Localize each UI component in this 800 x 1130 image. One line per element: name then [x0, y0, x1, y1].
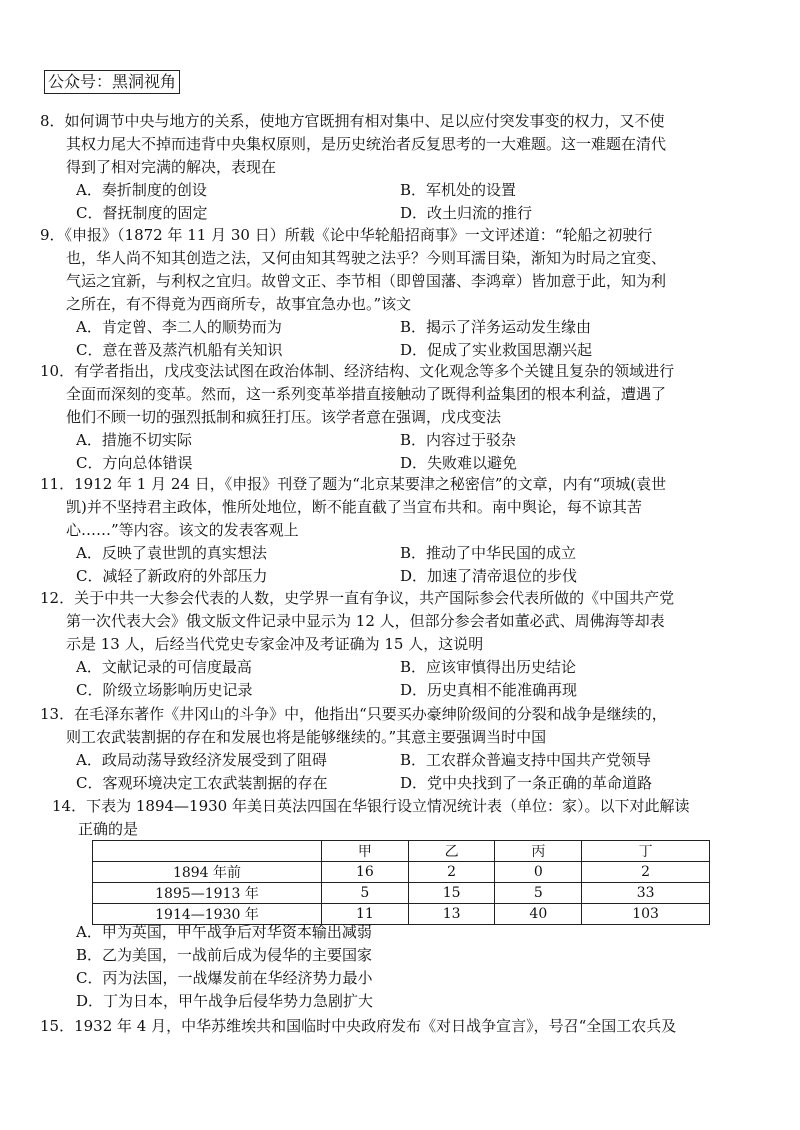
- option-b: B．推动了中华民国的成立: [400, 544, 577, 562]
- option-c: C．意在普及蒸汽机船有关知识: [76, 341, 283, 359]
- option-a: A．甲为英国，甲午战争后对华资本输出减弱: [76, 923, 372, 941]
- option-b: B．军机处的设置: [400, 181, 517, 199]
- question-text: 示是 13 人，后经当代党史专家金冲及考证确为 15 人，这说明: [66, 635, 484, 653]
- question-13: [40, 703, 740, 795]
- question-text: 13．在毛泽东著作《井冈山的斗争》中，他指出“只要买办豪绅阶级间的分裂和战争是继续的，: [40, 705, 667, 723]
- option-a: A．文献记录的可信度最高: [76, 658, 252, 676]
- table-cell: 40: [495, 904, 582, 925]
- table-header-row: [93, 841, 710, 862]
- option-b: B．应该审慎得出历史结论: [400, 658, 577, 676]
- option-c: C．督抚制度的固定: [76, 204, 208, 222]
- question-text: 凯)并不坚持君主政体，惟所处地位，断不能直截了当宣布共和。南中舆论，每不谅其苦: [66, 498, 642, 516]
- table-cell: 1894 年前: [93, 862, 322, 883]
- table-cell: 5: [322, 883, 409, 904]
- question-text: 其权力尾大不掉而违背中央集权原则，是历史统治者反复思考的一大难题。这一难题在清代: [66, 135, 667, 153]
- table-cell: 2: [408, 862, 495, 883]
- table-cell: 5: [495, 883, 582, 904]
- option-b: B．内容过于驳杂: [400, 431, 517, 449]
- question-text: 14．下表为 1894—1930 年美日英法四国在华银行设立情况统计表（单位：家）。以下对此解读: [52, 797, 690, 815]
- table-header-cell: [93, 841, 322, 862]
- table-cell: 15: [408, 883, 495, 904]
- question-text: 15．1932 年 4 月，中华苏维埃共和国临时中央政府发布《对日战争宣言》，号召“全国工农兵及: [40, 1017, 677, 1035]
- option-a: A．政局动荡导致经济发展受到了阻碍: [76, 751, 327, 769]
- option-d: D．失败难以避免: [400, 454, 518, 472]
- bank-stats-table: [92, 840, 710, 925]
- question-text: 他们不顾一切的强烈抵制和疯狂打压。该学者意在强调，戊戌变法: [66, 408, 502, 426]
- option-c: C．阶级立场影响历史记录: [76, 681, 253, 699]
- question-14: [52, 795, 752, 841]
- question-text: 气运之宜新，与利权之宜归。故曾文正、李节相（即曾国藩、李鸿章）皆加意于此，知为利: [66, 272, 667, 290]
- table-header-cell: 丁: [582, 841, 710, 862]
- option-d: D．促成了实业救国思潮兴起: [400, 341, 593, 359]
- table-cell: 1895—1913 年: [93, 883, 322, 904]
- table-cell: 2: [582, 862, 710, 883]
- question-text: 之所在，有不得竟为西商所专，故事宜急办也。”该文: [66, 295, 412, 313]
- question-text: 全面而深刻的变革。然而，这一系列变革举措直接触动了既得利益集团的根本利益，遭遇了: [66, 385, 667, 403]
- table-cell: 11: [322, 904, 409, 925]
- option-d: D．党中央找到了一条正确的革命道路: [400, 774, 653, 792]
- option-b: B．揭示了洋务运动发生缘由: [400, 318, 592, 336]
- question-text: 第一次代表大会》俄文版文件记录中显示为 12 人，但部分参会者如董必武、周佛海等却表: [66, 612, 665, 630]
- table-cell: 16: [322, 862, 409, 883]
- option-c: C．方向总体错误: [76, 454, 193, 472]
- question-text: 得到了相对完满的解决，表现在: [66, 158, 277, 176]
- option-c: C．减轻了新政府的外部压力: [76, 567, 268, 585]
- option-a: A．奏折制度的创设: [76, 181, 207, 199]
- table-row: [93, 862, 710, 883]
- option-a: A．肯定曾、李二人的顺势而为: [76, 318, 282, 336]
- option-d: D．加速了清帝退位的步伐: [400, 567, 578, 585]
- question-text: 10．有学者指出，戊戌变法试图在政治体制、经济结构、文化观念等多个关键且复杂的领域进行: [40, 362, 675, 380]
- question-14-options: [40, 921, 740, 1013]
- option-c: C．客观环境决定工农武装割据的存在: [76, 774, 328, 792]
- question-10: [40, 360, 740, 475]
- table-cell: 0: [495, 862, 582, 883]
- table-header-cell: 乙: [408, 841, 495, 862]
- option-b: B．工农群众普遍支持中国共产党领导: [400, 751, 652, 769]
- table-header-cell: 丙: [495, 841, 582, 862]
- option-d: D．改土归流的推行: [400, 204, 533, 222]
- table-cell: 103: [582, 904, 710, 925]
- table-header-cell: 甲: [322, 841, 409, 862]
- question-text: 也，华人尚不知其创造之法，又何由知其驾驶之法乎？今则耳濡目染，渐知为时局之宜变、: [66, 249, 667, 267]
- question-text: 12．关于中共一大参会代表的人数，史学界一直有争议，共产国际参会代表所做的《中国共产党: [40, 589, 675, 607]
- option-c: C．丙为法国，一战爆发前在华经济势力最小: [76, 969, 373, 987]
- header-label: 公众号：黑洞视角: [44, 70, 180, 94]
- question-12: [40, 587, 740, 702]
- question-8: [40, 110, 740, 225]
- table-cell: 13: [408, 904, 495, 925]
- question-text: 正确的是: [78, 820, 139, 838]
- question-text: 则工农武装割据的存在和发展也将是能够继续的。”其意主要强调当时中国: [66, 728, 547, 746]
- option-d: D．丁为日本，甲午战争后侵华势力急剧扩大: [76, 992, 374, 1010]
- question-text: 9．《申报》（1872 年 11 月 30 日）所载《论中华轮船招商事》一文评述道：“轮船之初驶行: [40, 226, 653, 244]
- question-15: [40, 1015, 740, 1038]
- table-cell: 1914—1930 年: [93, 904, 322, 925]
- option-d: D．历史真相不能准确再现: [400, 681, 578, 699]
- question-text: 心……”等内容。该文的发表客观上: [66, 521, 299, 539]
- question-9: [40, 224, 740, 362]
- option-a: A．反映了袁世凯的真实想法: [76, 544, 267, 562]
- table-row: [93, 883, 710, 904]
- option-b: B．乙为美国，一战前后成为侵华的主要国家: [76, 946, 373, 964]
- table-cell: 33: [582, 883, 710, 904]
- question-text: 11．1912 年 1 月 24 日，《申报》刊登了题为“北京某要津之秘密信”的文章，内有“项城(袁世: [40, 475, 667, 493]
- option-a: A．措施不切实际: [76, 431, 192, 449]
- question-text: 8．如何调节中央与地方的关系，使地方官既拥有相对集中、足以应付突发事变的权力，又不使: [40, 112, 665, 130]
- question-11: [40, 473, 740, 588]
